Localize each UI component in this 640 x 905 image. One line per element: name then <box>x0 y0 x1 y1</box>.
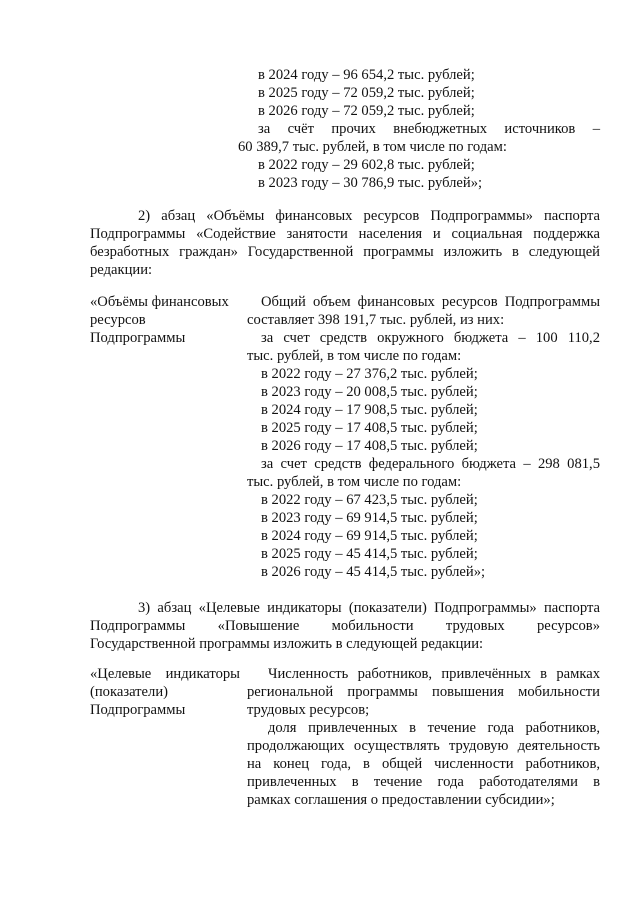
text-line: в 2023 году – 30 786,9 тыс. рублей»; <box>258 175 483 191</box>
text-line: Подпрограммы «Повышение мобильности трудовых ресурсов» <box>90 618 600 634</box>
label-line: (показатели) <box>90 684 168 700</box>
text-line: Подпрограммы «Содействие занятости населения и социальная поддержка <box>90 226 600 242</box>
text-line: в 2023 году – 69 914,5 тыс. рублей; <box>261 510 478 526</box>
text-line: в 2022 году – 29 602,8 тыс. рублей; <box>258 157 475 173</box>
text-line: доля привлеченных в течение года работников, <box>268 720 600 736</box>
text-line: привлеченных в течение года работодателями в <box>247 774 600 790</box>
text-line: на конец года, в общей численности работников, <box>247 756 600 772</box>
label-line: ресурсов <box>90 312 146 328</box>
label-line: Подпрограммы <box>90 330 186 346</box>
text-line: продолжающих осуществлять трудовую деятельность <box>247 738 600 754</box>
text-line: в 2026 году – 72 059,2 тыс. рублей; <box>258 103 475 119</box>
text-line: рамках соглашения о предоставлении субсидии»; <box>247 792 555 808</box>
text-line: в 2025 году – 45 414,5 тыс. рублей; <box>261 546 478 562</box>
text-line: за счет средств федерального бюджета – 298 081,5 <box>261 456 600 472</box>
text-line: в 2026 году – 17 408,5 тыс. рублей; <box>261 438 478 454</box>
text-line: 60 389,7 тыс. рублей, в том числе по годам: <box>238 139 507 155</box>
label-line: Подпрограммы <box>90 702 186 718</box>
text-line: в 2022 году – 67 423,5 тыс. рублей; <box>261 492 478 508</box>
text-line: редакции: <box>90 262 153 278</box>
text-line: тыс. рублей, в том числе по годам: <box>247 474 462 490</box>
text-line: региональной программы повышения мобильности <box>247 684 600 700</box>
text-line: Государственной программы изложить в следующей редакции: <box>90 636 484 652</box>
text-line: в 2022 году – 27 376,2 тыс. рублей; <box>261 366 478 382</box>
text-line: в 2025 году – 72 059,2 тыс. рублей; <box>258 85 475 101</box>
label-line: «Объёмы финансовых <box>90 294 229 310</box>
text-line: в 2025 году – 17 408,5 тыс. рублей; <box>261 420 478 436</box>
text-line: 3) абзац «Целевые индикаторы (показатели) Подпрограммы» паспорта <box>138 600 600 616</box>
text-line: в 2024 году – 17 908,5 тыс. рублей; <box>261 402 478 418</box>
text-line: тыс. рублей, в том числе по годам: <box>247 348 462 364</box>
text-line: в 2024 году – 96 654,2 тыс. рублей; <box>258 67 475 83</box>
text-line: Общий объем финансовых ресурсов Подпрограммы <box>261 294 600 310</box>
text-line: в 2026 году – 45 414,5 тыс. рублей»; <box>261 564 486 580</box>
text-line: трудовых ресурсов; <box>247 702 370 718</box>
text-line: в 2024 году – 69 914,5 тыс. рублей; <box>261 528 478 544</box>
text-line: безработных граждан» Государственной программы изложить в следующей <box>90 244 600 260</box>
label-line: «Целевые индикаторы <box>90 666 240 682</box>
text-line: за счет средств окружного бюджета – 100 110,2 <box>261 330 600 346</box>
text-line: составляет 398 191,7 тыс. рублей, из них: <box>247 312 505 328</box>
text-line: за счёт прочих внебюджетных источников – <box>258 121 600 137</box>
text-line: в 2023 году – 20 008,5 тыс. рублей; <box>261 384 478 400</box>
text-line: Численность работников, привлечённых в рамках <box>268 666 600 682</box>
text-line: 2) абзац «Объёмы финансовых ресурсов Подпрограммы» паспорта <box>138 208 600 224</box>
